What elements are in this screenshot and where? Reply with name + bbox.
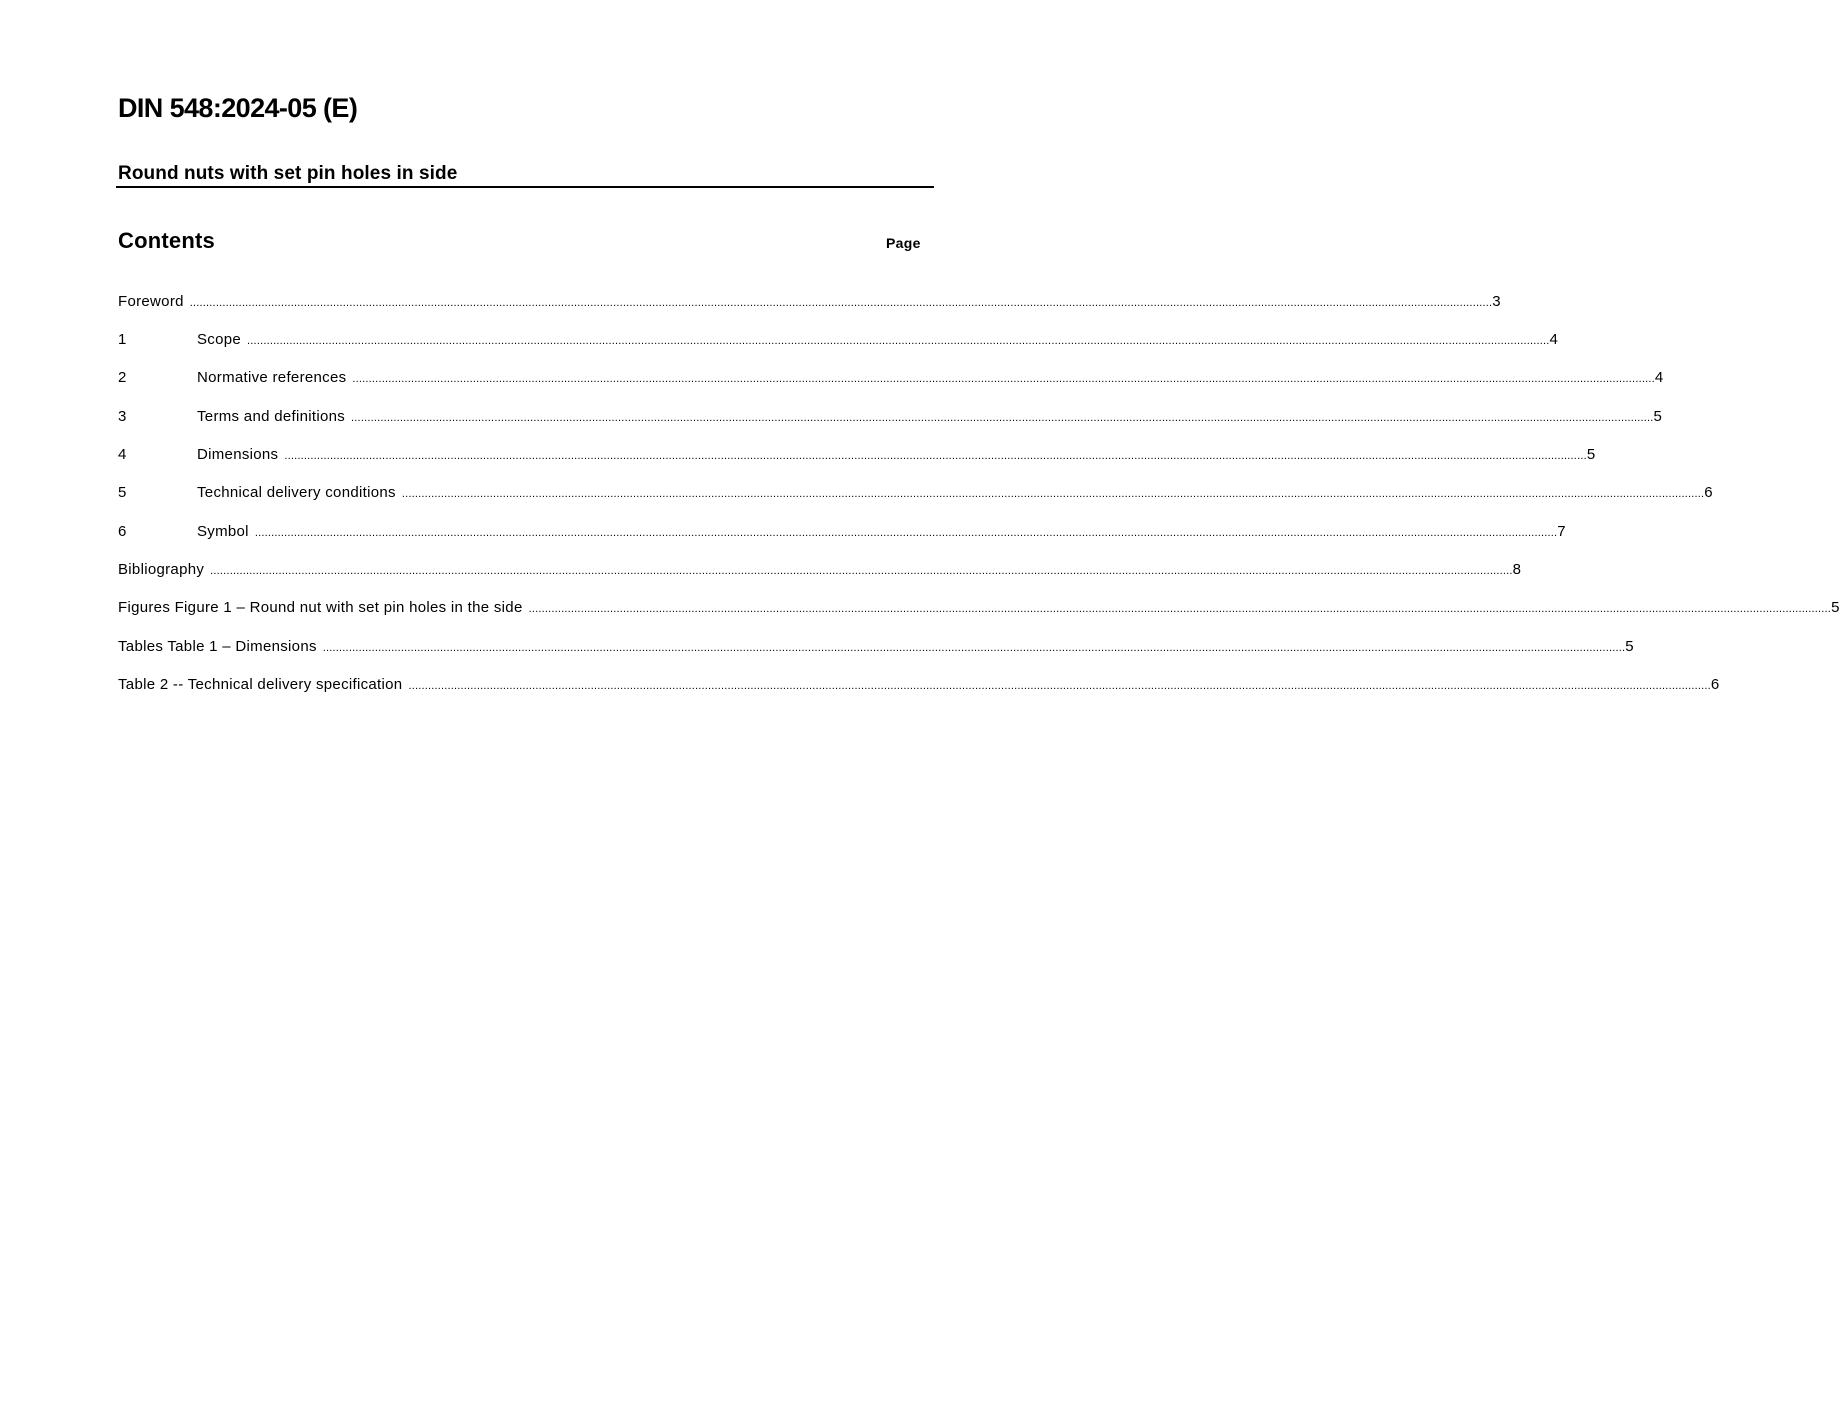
toc-leader: ................................................................................................................................................................................................................................................................................................................................................................................................................ xyxy=(210,565,1513,577)
title-rule xyxy=(116,186,934,188)
toc-entry-dimensions[interactable] xyxy=(118,445,1596,465)
toc-entry-page: 5 xyxy=(1653,408,1663,425)
toc-entry-foreword[interactable] xyxy=(118,292,1501,312)
document-title: Round nuts with set pin holes in side xyxy=(118,163,458,184)
toc-entry-page: 5 xyxy=(1625,638,1634,655)
contents-heading: Contents xyxy=(118,228,215,253)
toc-entry-normative-references[interactable] xyxy=(118,368,1664,388)
toc-entry-page: 5 xyxy=(1831,599,1840,616)
toc-entry-number: 1 xyxy=(118,331,127,348)
toc-entry-page: 6 xyxy=(1710,676,1720,693)
toc-entry-page: 4 xyxy=(1654,369,1664,386)
document-id: DIN 548:2024-05 (E) xyxy=(118,93,358,123)
toc-entry-number: 5 xyxy=(118,484,127,501)
toc-entry-symbol[interactable] xyxy=(118,522,1566,542)
toc-leader: ................................................................................................................................................................................................................................................................................................................................................................................................................ xyxy=(322,642,1626,654)
toc-leader: ................................................................................................................................................................................................................................................................................................................................................................................................................ xyxy=(408,680,1711,692)
toc-leader: ................................................................................................................................................................................................................................................................................................................................................................................................................ xyxy=(254,527,1558,539)
toc-entry-page: 5 xyxy=(1586,446,1596,463)
toc-entry-page: 7 xyxy=(1557,523,1566,540)
toc-entry-text: Terms and definitions xyxy=(197,408,346,425)
toc-entry-technical-delivery-conditions[interactable] xyxy=(118,483,1713,503)
toc-leader: ................................................................................................................................................................................................................................................................................................................................................................................................................ xyxy=(284,450,1587,462)
toc-entry-text: Tables Table 1 – Dimensions xyxy=(118,638,317,655)
toc-leader: ................................................................................................................................................................................................................................................................................................................................................................................................................ xyxy=(351,412,1654,424)
toc-leader: ................................................................................................................................................................................................................................................................................................................................................................................................................ xyxy=(247,335,1550,347)
toc-entry-page: 8 xyxy=(1512,561,1522,578)
toc-entry-text: Symbol xyxy=(197,523,249,540)
toc-entry-terms-and-definitions[interactable] xyxy=(118,407,1663,427)
toc-entry-number: 4 xyxy=(118,446,127,463)
toc-entry-text: Technical delivery conditions xyxy=(197,484,396,501)
toc-entry-text: Normative references xyxy=(197,369,347,386)
toc-entry-table-1[interactable] xyxy=(118,637,1634,657)
toc-entry-number: 3 xyxy=(118,408,127,425)
toc-entry-page: 6 xyxy=(1704,484,1713,501)
page-column-heading: Page xyxy=(886,235,921,251)
toc-leader: ................................................................................................................................................................................................................................................................................................................................................................................................................ xyxy=(401,488,1705,500)
toc-entry-text: Figures Figure 1 – Round nut with set pin holes in the side xyxy=(118,599,523,616)
toc-entry-scope[interactable] xyxy=(118,330,1559,350)
toc-entry-text: Table 2 -- Technical delivery specification xyxy=(118,676,403,693)
toc-leader: ................................................................................................................................................................................................................................................................................................................................................................................................................ xyxy=(352,373,1655,385)
toc-entry-number: 6 xyxy=(118,523,127,540)
toc-entry-text: Foreword xyxy=(118,293,184,310)
toc-entry-page: 3 xyxy=(1492,293,1501,310)
toc-leader: ................................................................................................................................................................................................................................................................................................................................................................................................................ xyxy=(528,603,1832,615)
toc-entry-figure-1[interactable] xyxy=(118,598,1840,618)
toc-entry-text: Bibliography xyxy=(118,561,205,578)
toc-entry-table-2[interactable] xyxy=(118,675,1720,695)
toc-entry-bibliography[interactable] xyxy=(118,560,1522,580)
toc-entry-number: 2 xyxy=(118,369,127,386)
toc-leader: ................................................................................................................................................................................................................................................................................................................................................................................................................ xyxy=(189,297,1493,309)
toc-entry-page: 4 xyxy=(1549,331,1559,348)
toc-entry-text: Scope xyxy=(197,331,242,348)
toc-entry-text: Dimensions xyxy=(197,446,279,463)
